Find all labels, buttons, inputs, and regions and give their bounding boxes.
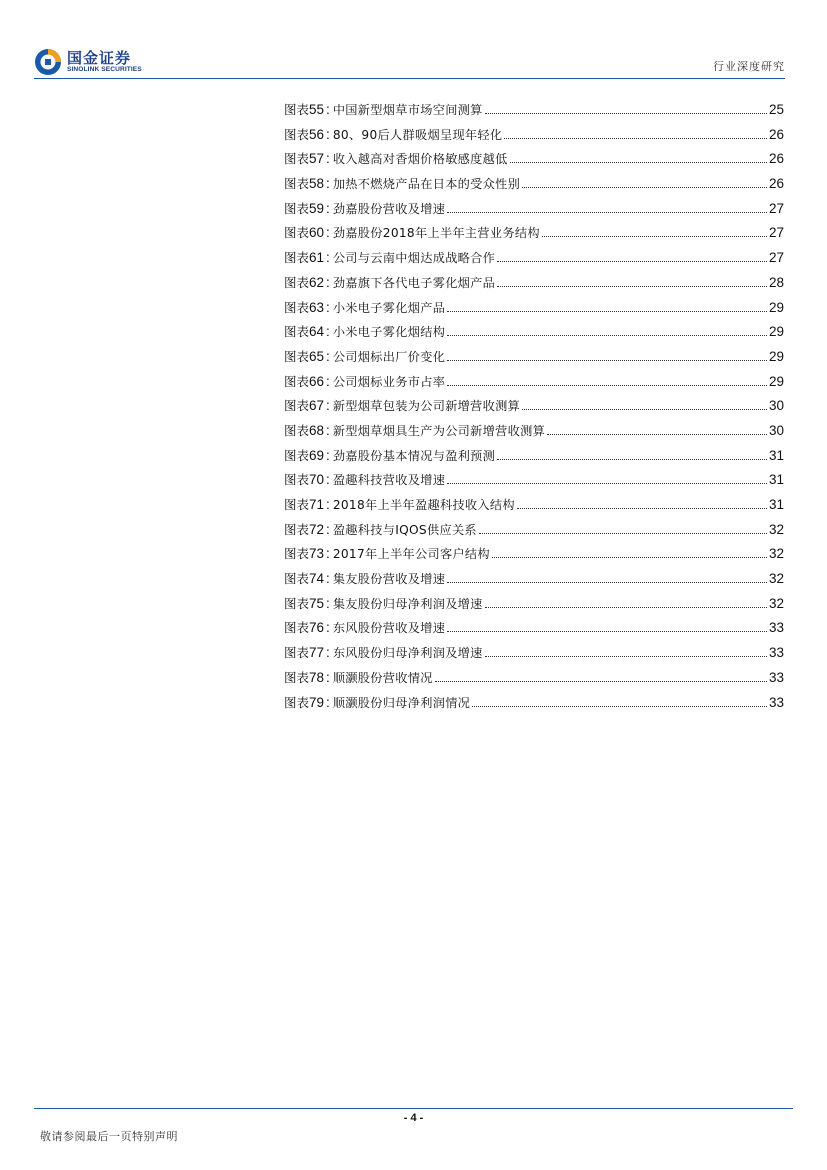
toc-entry-page: 27 <box>768 250 784 266</box>
toc-entry-prefix: 图表 <box>284 250 310 266</box>
toc-entry-number: 69 <box>309 447 325 463</box>
toc-entry-number: 57 <box>309 151 325 167</box>
toc-entry-prefix: 图表 <box>284 274 310 290</box>
toc-entry-page: 29 <box>768 299 784 315</box>
toc-entry-page: 29 <box>768 324 784 340</box>
toc-entry-title: 公司与云南中烟达成战略合作 <box>332 251 496 266</box>
toc-entry-number: 71 <box>309 497 325 512</box>
toc-entry[interactable] <box>284 693 784 718</box>
toc-entry-title: 集友股份营收及增速 <box>332 572 446 587</box>
toc-entry-prefix: 图表 <box>284 200 310 216</box>
toc-entry[interactable] <box>284 495 784 520</box>
toc-entry[interactable] <box>284 125 784 150</box>
toc-entry-page: 31 <box>768 447 784 463</box>
disclaimer-note: 敬请参阅最后一页特别声明 <box>40 1130 178 1143</box>
toc-entry-page: 32 <box>768 571 784 587</box>
page-header <box>0 0 827 80</box>
toc-entry-number: 58 <box>309 176 325 192</box>
toc-entry-separator: : <box>326 694 330 710</box>
toc-entry-leader <box>485 606 767 608</box>
toc-entry-prefix: 图表 <box>284 324 310 340</box>
toc-entry-prefix: 图表 <box>284 102 310 117</box>
toc-entry-page: 32 <box>768 595 784 611</box>
toc-entry[interactable] <box>284 149 784 174</box>
toc-entry[interactable] <box>284 199 784 224</box>
toc-entry-separator: : <box>326 299 330 315</box>
toc-entry-page: 27 <box>768 225 784 241</box>
toc-entry-page: 33 <box>768 694 784 710</box>
toc-entry[interactable] <box>284 100 784 125</box>
toc-entry-leader <box>497 458 767 460</box>
toc-entry-separator: : <box>326 595 330 611</box>
sinolink-logo-icon <box>34 48 62 76</box>
toc-entry-number: 56 <box>309 126 325 142</box>
toc-entry-leader <box>447 359 767 361</box>
toc-entry-number: 63 <box>309 299 325 315</box>
toc-entry-page: 32 <box>768 521 784 537</box>
toc-entry-number: 72 <box>309 521 325 537</box>
toc-entry-separator: : <box>326 324 330 340</box>
toc-entry-title: 集友股份归母净利润及增速 <box>332 596 483 611</box>
toc-entry-separator: : <box>326 348 330 364</box>
toc-entry-title: 新型烟草包装为公司新增营收测算 <box>332 399 521 414</box>
toc-entry-title: 新型烟草烟具生产为公司新增营收测算 <box>332 423 546 438</box>
toc-entry-leader <box>447 310 767 312</box>
toc-entry-leader <box>447 630 767 632</box>
toc-entry-prefix: 图表 <box>284 620 310 636</box>
toc-entry-leader <box>522 408 767 410</box>
page-number: - 4 - <box>403 1112 424 1124</box>
toc-entry-title: 东风股份归母净利润及增速 <box>332 646 483 661</box>
toc-entry-leader <box>522 186 767 188</box>
toc-entry[interactable] <box>284 569 784 594</box>
toc-entry-leader <box>485 112 767 114</box>
toc-entry-leader <box>485 655 767 657</box>
toc-entry-title: 盈趣科技营收及增速 <box>332 473 446 488</box>
toc-entry-separator: : <box>326 151 330 167</box>
toc-entry-separator: : <box>326 422 330 438</box>
toc-entry-title: 劲嘉旗下各代电子雾化烟产品 <box>332 275 496 290</box>
toc-entry-separator: : <box>326 373 330 389</box>
toc-entry-separator: : <box>326 102 330 117</box>
toc-entry-title: 中国新型烟草市场空间测算 <box>332 103 483 117</box>
toc-entry-separator: : <box>326 521 330 537</box>
toc-entry-number: 75 <box>309 595 325 611</box>
toc-entry-leader <box>510 161 767 163</box>
toc-entry-title: 顺灏股份归母净利润情况 <box>332 695 471 710</box>
toc-entry-page: 29 <box>768 348 784 364</box>
toc-entry[interactable] <box>284 322 784 347</box>
toc-entry[interactable] <box>284 446 784 471</box>
toc-entry-number: 74 <box>309 571 325 587</box>
toc-entry-page: 26 <box>768 151 784 167</box>
toc-entry-title: 小米电子雾化烟结构 <box>332 325 446 340</box>
toc-entry-leader <box>447 581 767 583</box>
toc-entry[interactable] <box>284 520 784 545</box>
toc-entry-prefix: 图表 <box>284 595 310 611</box>
toc-entry[interactable] <box>284 668 784 693</box>
toc-entry-leader <box>447 211 767 213</box>
toc-entry-number: 55 <box>309 102 325 117</box>
toc-entry-leader <box>504 137 767 139</box>
toc-entry-page: 26 <box>768 176 784 192</box>
toc-entry-number: 59 <box>309 200 325 216</box>
toc-entry-page: 31 <box>768 497 784 512</box>
toc-entry-prefix: 图表 <box>284 472 310 488</box>
toc-entry-separator: : <box>326 472 330 488</box>
toc-entry[interactable] <box>284 174 784 199</box>
toc-entry-prefix: 图表 <box>284 373 310 389</box>
toc-entry[interactable] <box>284 298 784 323</box>
toc-entry-number: 65 <box>309 348 325 364</box>
header-divider <box>34 78 785 79</box>
toc-entry-page: 32 <box>768 546 784 562</box>
toc-entry-prefix: 图表 <box>284 669 310 685</box>
toc-entry[interactable] <box>284 594 784 619</box>
toc-entry-page: 30 <box>768 422 784 438</box>
toc-entry-number: 76 <box>309 620 325 636</box>
toc-entry-page: 33 <box>768 645 784 661</box>
toc-entry-leader <box>447 482 767 484</box>
toc-entry-prefix: 图表 <box>284 225 310 241</box>
report-type: 行业深度研究 <box>713 60 785 73</box>
toc-entry-title: 公司烟标业务市占率 <box>332 374 446 389</box>
toc-entry-prefix: 图表 <box>284 521 310 537</box>
toc-entry-prefix: 图表 <box>284 299 310 315</box>
logo-english-name: SINOLINK SECURITIES <box>67 66 142 73</box>
toc-entry-separator: : <box>326 274 330 290</box>
toc-entry[interactable] <box>284 643 784 668</box>
toc-entry-prefix: 图表 <box>284 447 310 463</box>
toc-entry-title: 2018年上半年盈趣科技收入结构 <box>332 498 515 512</box>
toc-entry-prefix: 图表 <box>284 398 310 414</box>
toc-entry-leader <box>547 433 767 435</box>
logo-chinese-name: 国金证券 <box>67 49 132 67</box>
toc-entry-prefix: 图表 <box>284 571 310 587</box>
toc-entry[interactable] <box>284 470 784 495</box>
toc-entry-number: 64 <box>309 324 325 340</box>
toc-entry[interactable] <box>284 372 784 397</box>
toc-entry-title: 公司烟标出厂价变化 <box>332 349 446 364</box>
toc-entry-number: 70 <box>309 472 325 488</box>
toc-entry-leader <box>479 532 767 534</box>
toc-entry-number: 77 <box>309 645 325 661</box>
toc-entry[interactable] <box>284 544 784 569</box>
toc-entry-page: 26 <box>768 126 784 142</box>
toc-entry-number: 62 <box>309 274 325 290</box>
toc-entry-page: 25 <box>768 102 784 117</box>
toc-entry-title: 收入越高对香烟价格敏感度越低 <box>332 152 508 167</box>
toc-entry-prefix: 图表 <box>284 645 310 661</box>
toc-entry-separator: : <box>326 645 330 661</box>
toc-entry-title: 2017年上半年公司客户结构 <box>332 547 490 562</box>
toc-entry-title: 劲嘉股份营收及增速 <box>332 201 446 216</box>
toc-entry-leader <box>517 507 767 509</box>
toc-entry-separator: : <box>326 176 330 192</box>
toc-entry[interactable] <box>284 396 784 421</box>
toc-entry-number: 68 <box>309 422 325 438</box>
toc-entry-leader <box>435 680 767 682</box>
toc-entry-number: 73 <box>309 546 325 562</box>
toc-entry-prefix: 图表 <box>284 176 310 192</box>
toc-entry-title: 劲嘉股份2018年上半年主营业务结构 <box>332 226 540 241</box>
toc-entry-leader <box>492 556 767 558</box>
toc-entry-separator: : <box>326 200 330 216</box>
toc-entry-prefix: 图表 <box>284 694 310 710</box>
figure-list <box>284 100 784 717</box>
toc-entry-separator: : <box>326 497 330 512</box>
toc-entry-number: 78 <box>309 669 325 685</box>
toc-entry-prefix: 图表 <box>284 126 310 142</box>
toc-entry-title: 小米电子雾化烟产品 <box>332 300 446 315</box>
toc-entry-leader <box>497 285 767 287</box>
toc-entry-number: 66 <box>309 373 325 389</box>
toc-entry-prefix: 图表 <box>284 497 310 512</box>
toc-entry-leader <box>497 260 767 262</box>
toc-entry-leader <box>447 384 767 386</box>
toc-entry-title: 加热不燃烧产品在日本的受众性别 <box>332 177 521 192</box>
toc-entry-number: 61 <box>309 250 325 266</box>
toc-entry-page: 27 <box>768 200 784 216</box>
toc-entry-page: 33 <box>768 620 784 636</box>
toc-entry[interactable] <box>284 618 784 643</box>
toc-entry-leader <box>472 705 767 707</box>
toc-entry-separator: : <box>326 126 330 142</box>
toc-entry-number: 79 <box>309 694 325 710</box>
toc-entry-page: 31 <box>768 472 784 488</box>
toc-entry-separator: : <box>326 447 330 463</box>
toc-entry-separator: : <box>326 398 330 414</box>
toc-entry-page: 28 <box>768 274 784 290</box>
toc-entry-prefix: 图表 <box>284 546 310 562</box>
toc-entry-separator: : <box>326 571 330 587</box>
toc-entry-separator: : <box>326 250 330 266</box>
toc-entry-leader <box>542 235 767 237</box>
footer-divider <box>34 1108 793 1109</box>
toc-entry-number: 67 <box>309 398 325 414</box>
toc-entry-title: 80、90后人群吸烟呈现年轻化 <box>332 127 503 142</box>
toc-entry-separator: : <box>326 620 330 636</box>
toc-entry-prefix: 图表 <box>284 151 310 167</box>
toc-entry[interactable] <box>284 421 784 446</box>
toc-entry[interactable] <box>284 223 784 248</box>
toc-entry-page: 29 <box>768 373 784 389</box>
company-logo <box>34 47 154 77</box>
toc-entry-separator: : <box>326 669 330 685</box>
toc-entry[interactable] <box>284 248 784 273</box>
toc-entry[interactable] <box>284 347 784 372</box>
toc-entry-number: 60 <box>309 225 325 241</box>
toc-entry-separator: : <box>326 546 330 562</box>
toc-entry-leader <box>447 334 767 336</box>
toc-entry-prefix: 图表 <box>284 422 310 438</box>
toc-entry-title: 劲嘉股份基本情况与盈利预测 <box>332 448 496 463</box>
toc-entry-title: 顺灏股份营收情况 <box>332 670 433 685</box>
toc-entry-page: 33 <box>768 669 784 685</box>
toc-entry[interactable] <box>284 273 784 298</box>
toc-entry-page: 30 <box>768 398 784 414</box>
toc-entry-title: 东风股份营收及增速 <box>332 621 446 636</box>
toc-entry-title: 盈趣科技与IQOS供应关系 <box>332 522 477 537</box>
toc-entry-prefix: 图表 <box>284 348 310 364</box>
toc-entry-separator: : <box>326 225 330 241</box>
